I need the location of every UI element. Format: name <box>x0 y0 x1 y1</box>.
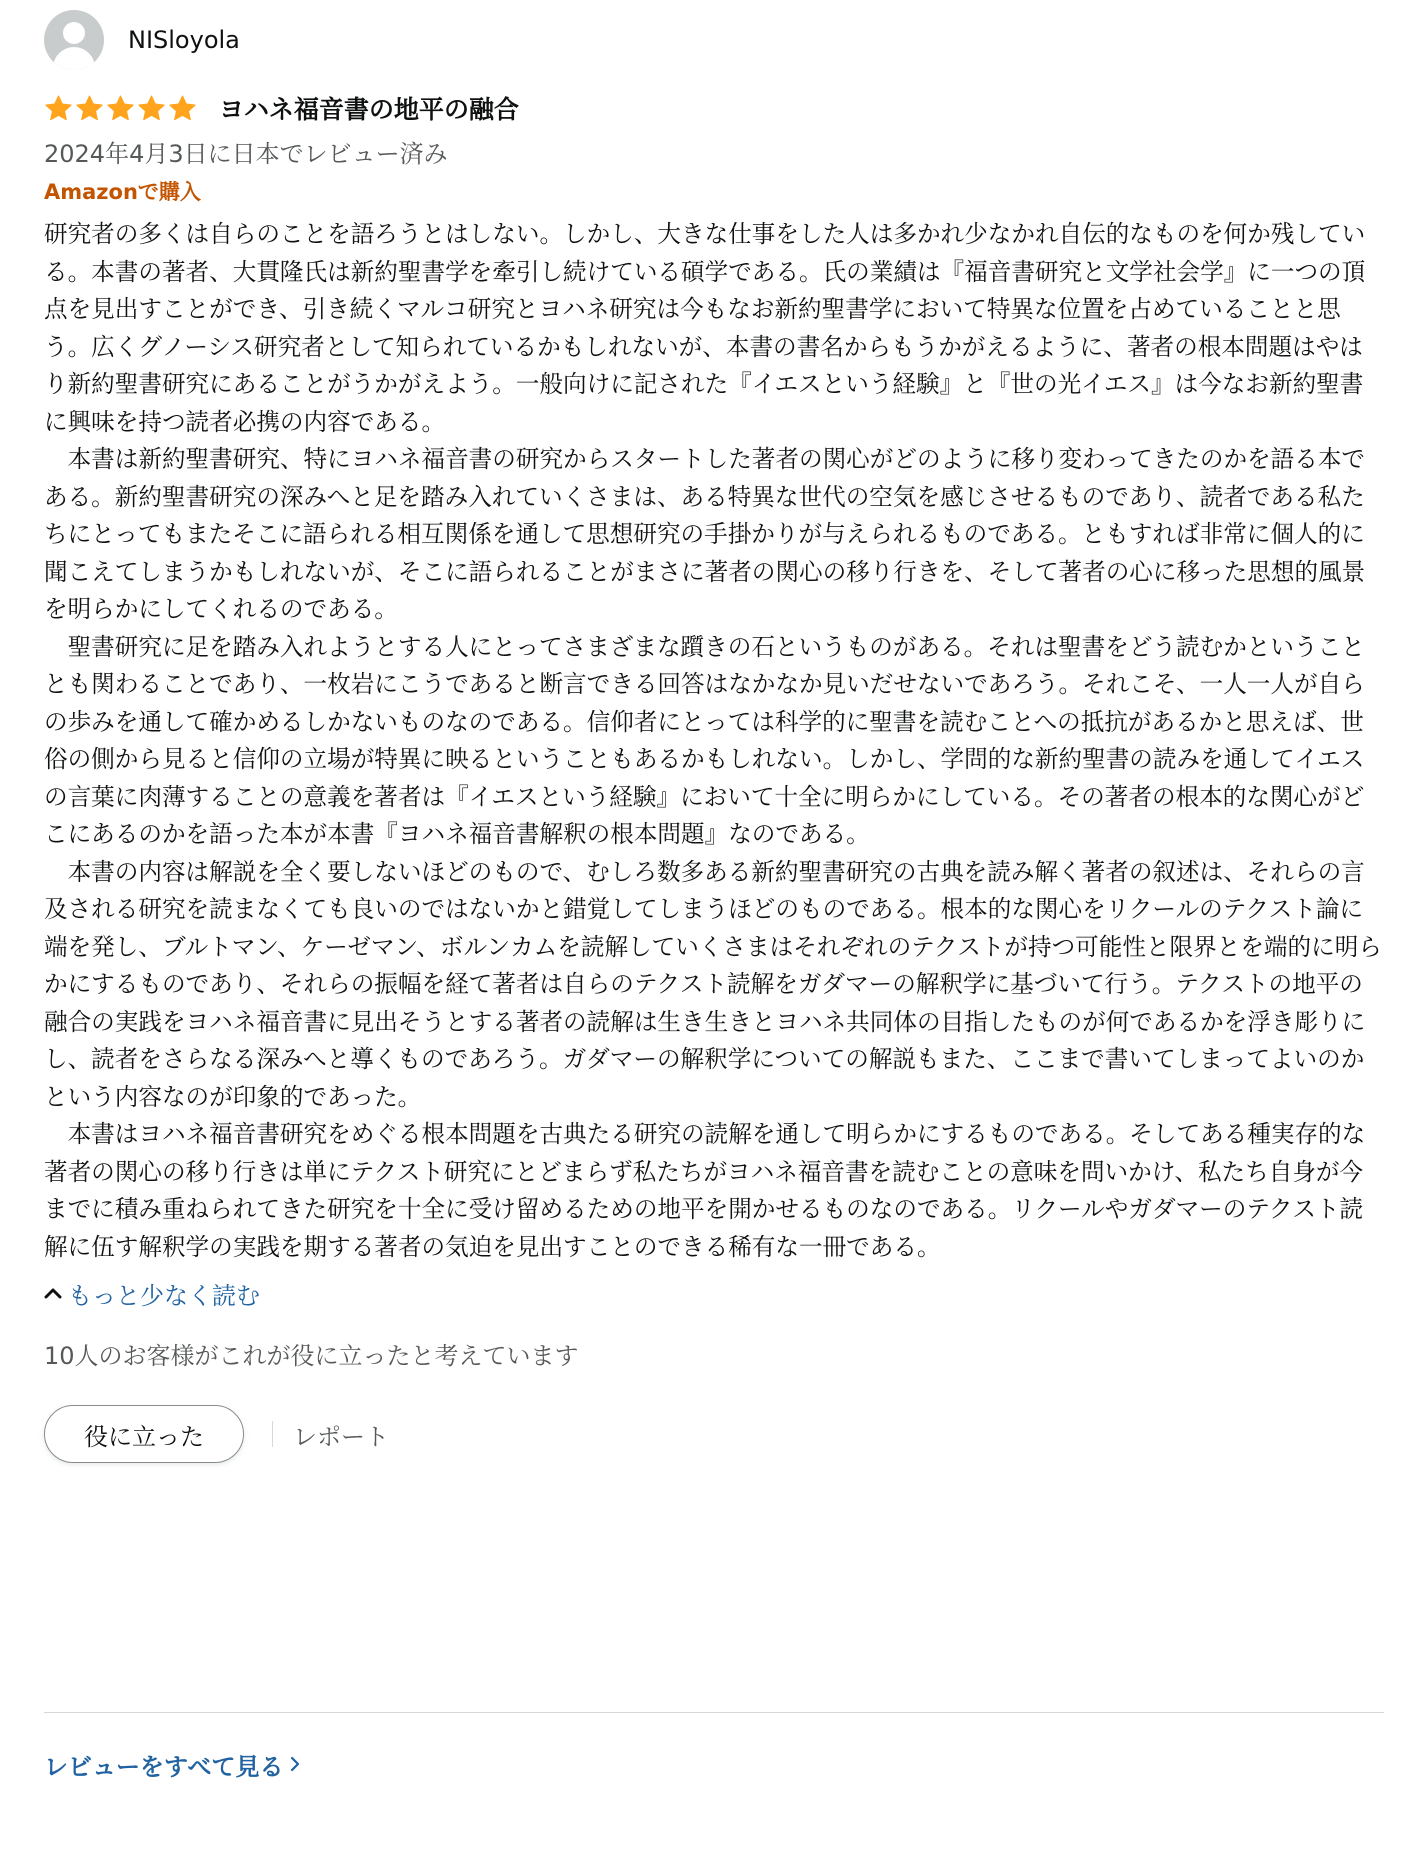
helpful-button[interactable]: 役に立った <box>44 1405 244 1463</box>
read-less-link[interactable] <box>44 1274 1384 1312</box>
review-title-row <box>44 88 1384 128</box>
star-icon <box>168 94 197 123</box>
star-rating <box>44 94 197 123</box>
review-title[interactable]: ヨハネ福音書の地平の融合 <box>219 95 520 124</box>
section-divider <box>44 1712 1384 1713</box>
review-paragraph: 本書は新約聖書研究、特にヨハネ福音書の研究からスタートした著者の関心がどのように移り変わってきたのかを語る本である。新約聖書研究の深みへと足を踏み入れていくさまは、ある特異な世代の空気を感じさせるものであり、読者である私たちにとってもまたそこに語られる相互関係を通して思想研究の手掛かりが与えられるものである。ともすれば非常に個人的に聞こえてしまうかもしれないが、そこに語られることがまさに著者の関心の移り行きを、そして著者の心に移った思想的風景を明らかにしてくれるのである。 <box>44 445 1366 623</box>
read-less-label: もっと少なく読む <box>68 1281 260 1310</box>
user-avatar-icon <box>44 10 104 70</box>
reviewer-name[interactable]: NISloyola <box>128 26 240 54</box>
review-actions <box>44 1404 1384 1464</box>
star-icon <box>137 94 166 123</box>
star-icon <box>106 94 135 123</box>
chevron-up-icon <box>44 1286 62 1300</box>
review-date: 2024年4月3日に日本でレビュー済み <box>44 140 448 168</box>
action-divider <box>272 1421 273 1447</box>
review-paragraph: 本書の内容は解説を全く要しないほどのもので、むしろ数多ある新約聖書研究の古典を読み解く著者の叙述は、それらの言及される研究を読まなくても良いのではないかと錯覚してしまうほどのものである。根本的な関心をリクールのテクスト論に端を発し、ブルトマン、ケーゼマン、ボルンカムを読解していくさまはそれぞれのテクストが持つ可能性と限界とを端的に明らかにするものであり、それらの振幅を経て著者は自らのテクスト読解をガダマーの解釈学に基づいて行う。テクストの地平の融合の実践をヨハネ福音書に見出そうとする著者の読解は生き生きとヨハネ共同体の目指したものが何であるかを浮き彫りにし、読者をさらなる深みへと導くものであろう。ガダマーの解釈学についての解説もまた、ここまで書いてしまってよいのかという内容なのが印象的であった。 <box>44 857 1382 1111</box>
star-icon <box>44 94 73 123</box>
star-icon <box>75 94 104 123</box>
review-body <box>44 216 1384 1266</box>
see-all-reviews-link[interactable] <box>44 1744 300 1784</box>
review-paragraph: 研究者の多くは自らのことを語ろうとはしない。しかし、大きな仕事をした人は多かれ少なかれ自伝的なものを何か残している。本書の著者、大貫隆氏は新約聖書学を牽引し続けている碩学である。氏の業績は『福音書研究と文学社会学』に一つの頂点を見出すことができ、引き続くマルコ研究とヨハネ研究は今もなお新約聖書学において特異な位置を占めていることと思う。広くグノーシス研究者として知られているかもしれないが、本書の書名からもうかがえるように、著者の根本問題はやはり新約聖書研究にあることがうかがえよう。一般向けに記された『イエスという経験』と『世の光イエス』は今なお新約聖書に興味を持つ読者必携の内容である。 <box>44 220 1366 436</box>
review-card <box>44 10 1384 1464</box>
see-all-reviews-label: レビューをすべて見る <box>44 1752 284 1781</box>
verified-purchase-badge: Amazonで購入 <box>44 180 201 204</box>
review-paragraph: 聖書研究に足を踏み入れようとする人にとってさまざまな躓きの石というものがある。それは聖書をどう読むかということとも関わることであり、一枚岩にこうであると断言できる回答はなかなか見いだせないであろう。それこそ、一人一人が自らの歩みを通して確かめるしかないものなのである。信仰者にとっては科学的に聖書を読むことへの抵抗があるかと思えば、世俗の側から見ると信仰の立場が特異に映るということもあるかもしれない。しかし、学問的な新約聖書の読みを通してイエスの言葉に肉薄することの意義を著者は『イエスという経験』において十全に明らかにしている。その著者の根本的な関心がどこにあるのかを語った本が本書『ヨハネ福音書解釈の根本問題』なのである。 <box>44 632 1365 848</box>
report-link[interactable]: レポート <box>293 1422 389 1451</box>
review-paragraph: 本書はヨハネ福音書研究をめぐる根本問題を古典たる研究の読解を通して明らかにするものである。そしてある種実存的な著者の関心の移り行きは単にテクスト研究にとどまらず私たちがヨハネ福音書を読むことの意味を問いかけ、私たち自身が今までに積み重ねられてきた研究を十全に受け留めるための地平を開かせるものなのである。リクールやガダマーのテクスト読解に伍す解釈学の実践を期する著者の気迫を見出すことのできる稀有な一冊である。 <box>44 1120 1366 1261</box>
reviewer-profile[interactable] <box>44 10 1384 70</box>
chevron-right-icon <box>290 1756 300 1772</box>
helpful-count-text: 10人のお客様がこれが役に立ったと考えています <box>44 1342 579 1370</box>
